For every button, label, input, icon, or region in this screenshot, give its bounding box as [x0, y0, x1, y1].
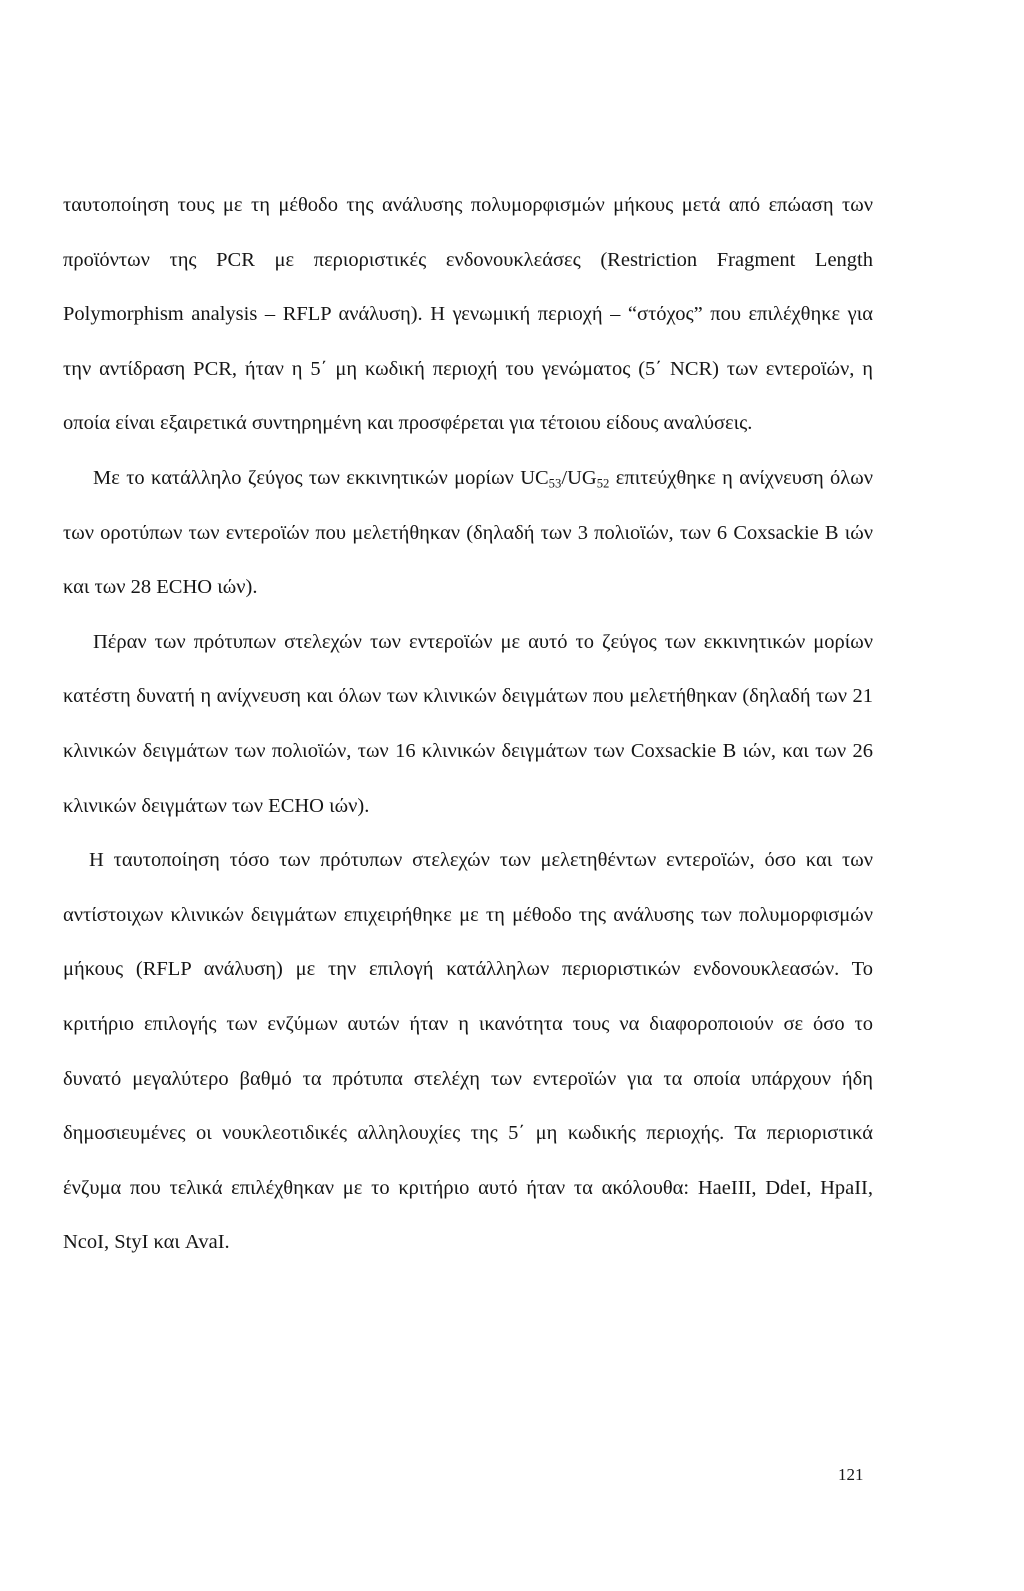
paragraph-primers: [63, 451, 873, 615]
paragraph-rflp-identification: Η ταυτοποίηση τόσο των πρότυπων στελεχών των μελετηθέντων εντεροϊών, όσο και των αντίστοιχων κλινικών δειγμάτων επιχειρήθηκε με τη μέθοδο της ανάλυσης των πολυμορφισμών μήκους (RFLP ανάλυση) με την επιλογή κατάλληλων περιοριστικών ενδονουκλεασών. Το κριτήριο επιλογής των ενζύμων αυτών ήταν η ικανότητα τους να διαφοροποιούν σε όσο το δυνατό μεγαλύτερο βαθμό τα πρότυπα στελέχη των εντεροϊών για τα οποία υπάρχουν ήδη δημοσιευμένες οι νουκλεοτιδικές αλληλουχίες της 5΄ μη κωδικής περιοχής. Τα περιοριστικά ένζυμα που τελικά επιλέχθηκαν με το κριτήριο αυτό ήταν τα ακόλουθα: HaeIII, DdeI, HpaII, NcoI, StyI και AvaI.: [63, 849, 873, 1254]
paragraph-clinical-samples: Πέραν των πρότυπων στελεχών των εντεροϊών με αυτό το ζεύγος των εκκινητικών μορίων κατέστη δυνατή η ανίχνευση και όλων των κλινικών δειγμάτων που μελετήθηκαν (δηλαδή των 21 κλινικών δειγμάτων των πολιοϊών, των 16 κλινικών δειγμάτων των Coxsackie B ιών, και των 26 κλινικών δειγμάτων των ECHO ιών).: [63, 630, 873, 817]
paragraph-primers-end: επιτεύχθηκε η ανίχνευση όλων των οροτύπων των εντεροϊών που μελετήθηκαν (δηλαδή των 3 πολιοϊών, των 6 Coxsackie B ιών και των 28 ECHO ιών).: [63, 466, 873, 599]
body-text: [63, 178, 873, 1270]
primer-uc-subscript: 53: [548, 476, 562, 491]
primer-ug-label: /UG: [561, 466, 597, 489]
page-number: 121: [838, 1465, 864, 1484]
primer-ug-subscript: 52: [596, 476, 610, 491]
paragraph-primers-start: Με το κατάλληλο ζεύγος των εκκινητικών μορίων UC: [93, 466, 549, 489]
paragraph-continuation: ταυτοποίηση τους με τη μέθοδο της ανάλυσης πολυμορφισμών μήκους μετά από επώαση των προϊόντων της PCR με περιοριστικές ενδονουκλεάσες (Restriction Fragment Length Polymorphism analysis – RFLP ανάλυση). Η γενωμική περιοχή – “στόχος” που επιλέχθηκε για την αντίδραση PCR, ήταν η 5΄ μη κωδική περιοχή του γενώματος (5΄ NCR) των εντεροϊών, η οποία είναι εξαιρετικά συντηρημένη και προσφέρεται για τέτοιου είδους αναλύσεις.: [63, 194, 873, 435]
